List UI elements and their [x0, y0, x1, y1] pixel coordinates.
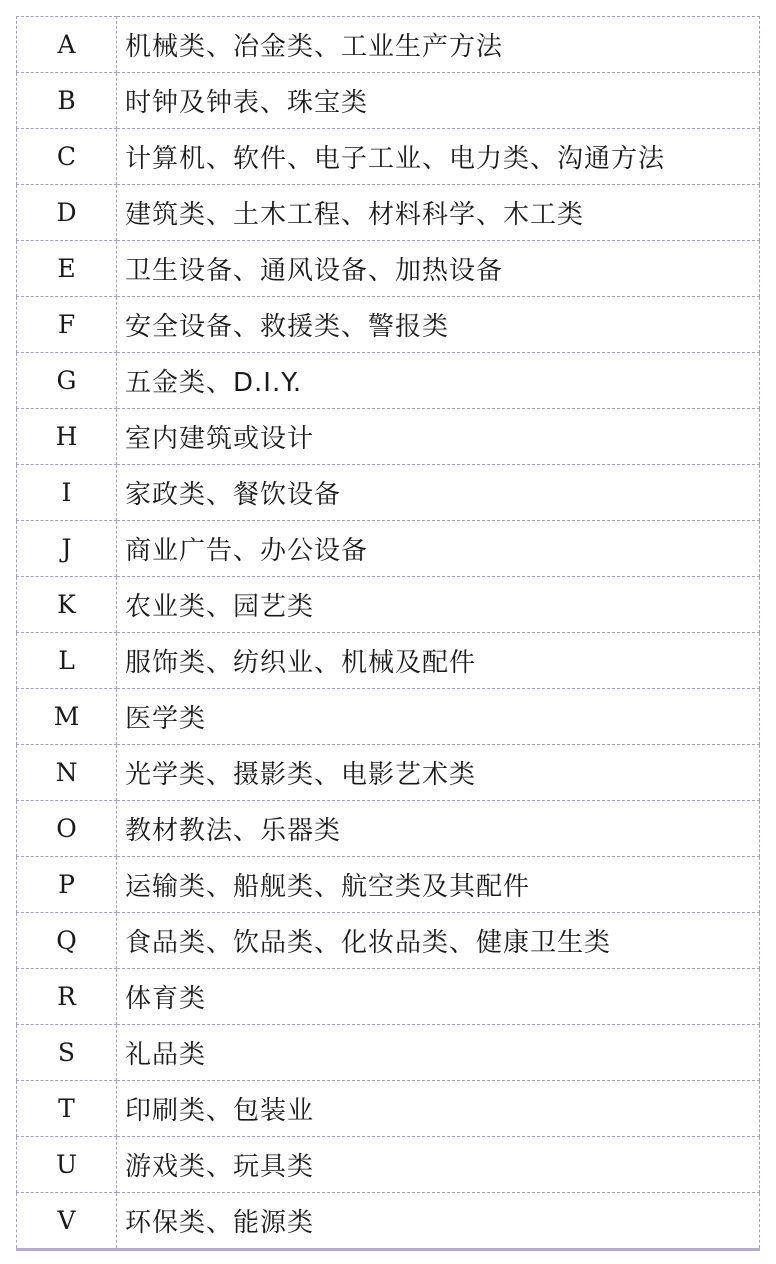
table-row: [17, 1081, 760, 1137]
category-code: S: [17, 1025, 117, 1081]
table-row: [17, 1025, 760, 1081]
category-description: 游戏类、玩具类: [117, 1137, 760, 1193]
category-description: 医学类: [117, 689, 760, 745]
category-description: 光学类、摄影类、电影艺术类: [117, 745, 760, 801]
category-code: Q: [17, 913, 117, 969]
category-code: J: [17, 521, 117, 577]
table-row: [17, 577, 760, 633]
category-description: 商业广告、办公设备: [117, 521, 760, 577]
category-description: 教材教法、乐器类: [117, 801, 760, 857]
category-description: 体育类: [117, 969, 760, 1025]
category-description: 安全设备、救援类、警报类: [117, 297, 760, 353]
table-row: [17, 297, 760, 353]
category-code: L: [17, 633, 117, 689]
table-row: [17, 185, 760, 241]
table-row: [17, 409, 760, 465]
category-code: G: [17, 353, 117, 409]
table-row: [17, 913, 760, 969]
table-row: [17, 969, 760, 1025]
category-code: V: [17, 1193, 117, 1250]
category-description: 环保类、能源类: [117, 1193, 760, 1250]
category-description: 时钟及钟表、珠宝类: [117, 73, 760, 129]
category-code: I: [17, 465, 117, 521]
category-code: C: [17, 129, 117, 185]
category-description: 农业类、园艺类: [117, 577, 760, 633]
category-code: R: [17, 969, 117, 1025]
category-code: F: [17, 297, 117, 353]
category-description: 家政类、餐饮设备: [117, 465, 760, 521]
table-row: [17, 465, 760, 521]
category-code: K: [17, 577, 117, 633]
table-row: [17, 745, 760, 801]
category-code: N: [17, 745, 117, 801]
category-description: 建筑类、土木工程、材料科学、木工类: [117, 185, 760, 241]
table-row: [17, 1137, 760, 1193]
category-table-container: [16, 16, 760, 1251]
table-row: [17, 17, 760, 73]
category-description: 五金类、D.I.Y.: [117, 353, 760, 409]
category-code: M: [17, 689, 117, 745]
category-code: P: [17, 857, 117, 913]
category-table: [16, 16, 760, 1251]
table-row: [17, 633, 760, 689]
category-code: A: [17, 17, 117, 73]
category-description: 食品类、饮品类、化妆品类、健康卫生类: [117, 913, 760, 969]
category-code: T: [17, 1081, 117, 1137]
category-code: B: [17, 73, 117, 129]
category-code: E: [17, 241, 117, 297]
table-row: [17, 801, 760, 857]
category-code: D: [17, 185, 117, 241]
category-description: 服饰类、纺织业、机械及配件: [117, 633, 760, 689]
table-row: [17, 353, 760, 409]
table-row: [17, 521, 760, 577]
category-description: 印刷类、包装业: [117, 1081, 760, 1137]
table-row: [17, 129, 760, 185]
table-row: [17, 1193, 760, 1250]
table-row: [17, 241, 760, 297]
table-row: [17, 73, 760, 129]
table-row: [17, 689, 760, 745]
category-description: 卫生设备、通风设备、加热设备: [117, 241, 760, 297]
category-code: O: [17, 801, 117, 857]
category-description: 室内建筑或设计: [117, 409, 760, 465]
category-description: 礼品类: [117, 1025, 760, 1081]
category-description: 机械类、冶金类、工业生产方法: [117, 17, 760, 73]
category-description: 运输类、船舰类、航空类及其配件: [117, 857, 760, 913]
table-row: [17, 857, 760, 913]
category-code: H: [17, 409, 117, 465]
category-description: 计算机、软件、电子工业、电力类、沟通方法: [117, 129, 760, 185]
category-table-body: [17, 17, 760, 1250]
category-code: U: [17, 1137, 117, 1193]
